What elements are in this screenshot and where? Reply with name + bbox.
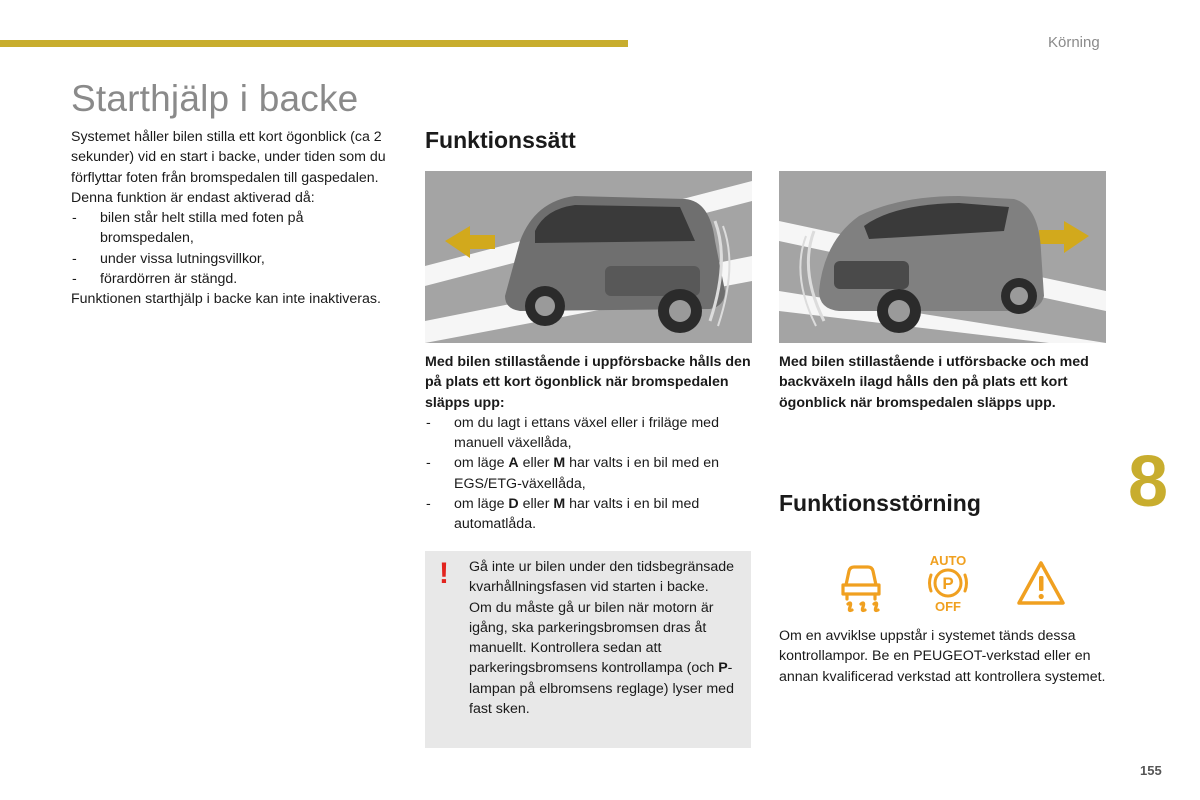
operation-heading: Funktionssätt xyxy=(425,127,576,153)
skid-control-icon xyxy=(836,559,886,615)
warning-text xyxy=(469,557,745,719)
fault-text: Om en avviklse uppstår i systemet tänds dessa kontrollampor. Be en PEUGEOT-verkstad eller en annan kvalificerad verkstad att kontrollera systemet. xyxy=(779,628,1106,685)
list-item xyxy=(425,413,755,454)
page-title: Starthjälp i backe xyxy=(71,78,359,119)
list-item-text: om läge xyxy=(454,496,509,513)
list-item: - under vissa lutningsvillkor, xyxy=(71,249,401,269)
warning-text-part: Om du måste gå ur bilen när motorn är igång, ska parkeringsbromsen dras åt manuellt. Kontrollera sedan att parkeringsbromsens kontrollampa (och xyxy=(469,599,719,677)
list-item: - bilen står helt stilla med foten på bromspedalen, xyxy=(71,208,401,249)
downhill-lead: Med bilen stillastående i utförsbacke och med backväxeln ilagd hålls den på plats ett kort ögonblick när bromspedalen släpps upp. xyxy=(779,354,1089,411)
auto-parking-brake-off-icon xyxy=(920,553,976,615)
warning-lamps xyxy=(830,553,1070,615)
auto-label: AUTO xyxy=(929,553,967,568)
mode-letter: A xyxy=(508,455,519,472)
list-item-text: eller xyxy=(518,455,554,472)
p-letter: P xyxy=(718,660,728,677)
list-item-text: har valts i en bil med en EGS/ETG-växellåda, xyxy=(454,455,719,492)
warning-triangle-icon xyxy=(1016,559,1066,609)
warning-line xyxy=(469,598,745,720)
list-item xyxy=(425,494,755,535)
mode-letter: M xyxy=(553,496,566,513)
list-item-text: om du lagt i ettans växel eller i friläge med manuell växellåda, xyxy=(454,414,719,452)
uphill-illustration xyxy=(425,171,752,343)
downhill-illustration xyxy=(779,171,1106,343)
section-label: Körning xyxy=(1048,34,1100,51)
condition-list xyxy=(71,208,401,289)
list-item-text: om läge xyxy=(454,455,509,472)
off-label: OFF xyxy=(935,599,961,614)
intro-note: Funktionen starthjälp i backe kan inte inaktiveras. xyxy=(71,291,381,308)
uphill-description xyxy=(425,352,755,535)
warning-text-part: -lampan på elbromsens reglage) lyser med fast sken. xyxy=(469,660,734,718)
intro-condition-lead: Denna funktion är endast aktiverad då: xyxy=(71,189,315,206)
uphill-lead: Med bilen stillastående i uppförsbacke hålls den på plats ett kort ögonblick när bromspedalen släpps upp: xyxy=(425,354,751,411)
uphill-conditions xyxy=(425,413,755,535)
exclamation-icon: ! xyxy=(439,557,449,590)
list-item xyxy=(425,453,755,494)
list-item: - förardörren är stängd. xyxy=(71,269,401,289)
header-accent-bar xyxy=(0,40,628,47)
intro-paragraph: Systemet håller bilen stilla ett kort ögonblick (ca 2 sekunder) vid en start i backe, under tiden som du förflyttar foten från bromspedalen till gaspedalen. xyxy=(71,129,386,186)
chapter-number: 8 xyxy=(1128,442,1169,522)
fault-description xyxy=(779,626,1119,687)
warning-line: Gå inte ur bilen under den tidsbegränsade kvarhållningsfasen vid starten i backe. xyxy=(469,559,735,596)
page-number: 155 xyxy=(1140,763,1162,778)
list-item-text: eller xyxy=(518,496,554,513)
mode-letter: D xyxy=(508,496,519,513)
fault-heading: Funktionsstörning xyxy=(779,490,981,516)
list-item-text: har valts i en bil med automatlåda. xyxy=(454,496,700,533)
downhill-description xyxy=(779,352,1109,413)
warning-box xyxy=(425,551,751,748)
mode-letter: M xyxy=(553,455,566,472)
p-label: P xyxy=(942,574,954,593)
intro-column xyxy=(71,127,401,310)
